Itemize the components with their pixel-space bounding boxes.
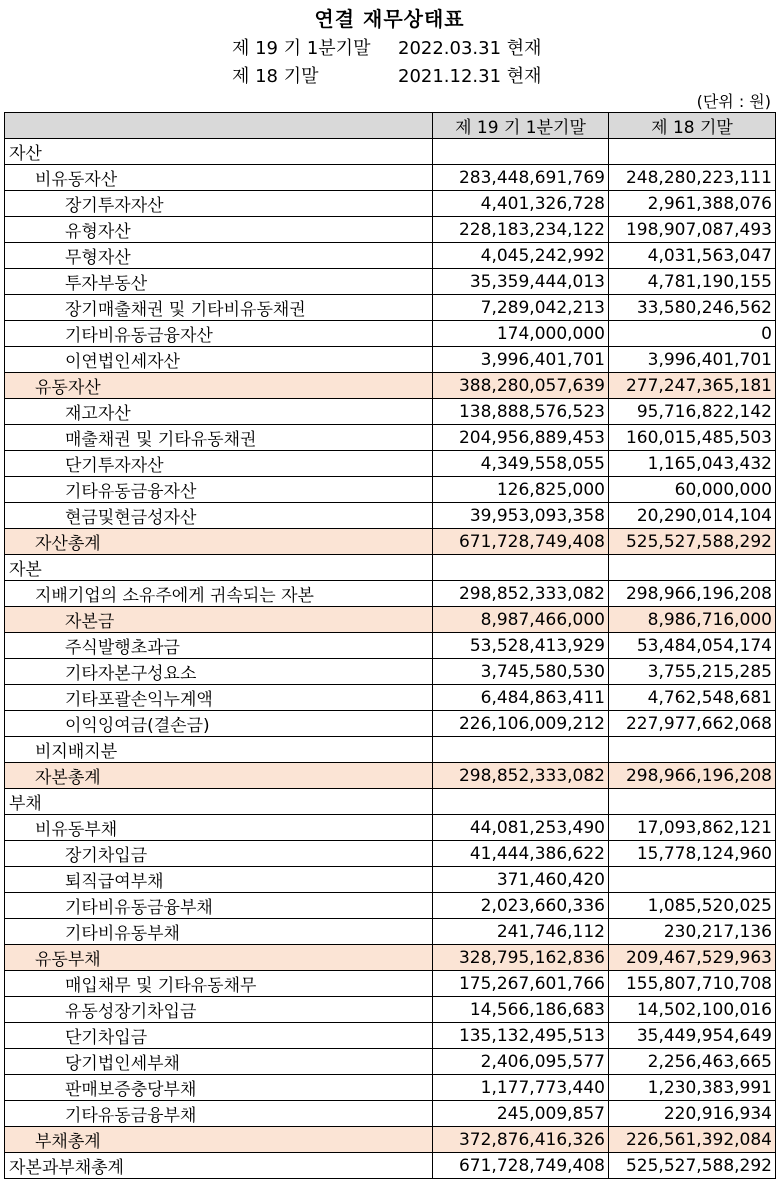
prior-period-amount: 298,966,196,208 [609,763,776,789]
current-period-amount [433,789,609,815]
current-period-amount [433,737,609,763]
prior-period-amount: 248,280,223,111 [609,165,776,191]
prior-period-amount: 198,907,087,493 [609,217,776,243]
prior-period-amount: 0 [609,321,776,347]
account-name: 유동성장기차입금 [5,997,433,1023]
prior-period-amount: 226,561,392,084 [609,1127,776,1153]
current-period-amount: 371,460,420 [433,867,609,893]
prior-period-amount: 220,916,934 [609,1101,776,1127]
current-period-amount: 8,987,466,000 [433,607,609,633]
current-period-amount: 283,448,691,769 [433,165,609,191]
prior-period-amount [609,737,776,763]
account-name: 무형자산 [5,243,433,269]
prior-period-amount: 15,778,124,960 [609,841,776,867]
prior-period-amount: 3,755,215,285 [609,659,776,685]
table-row [5,711,776,737]
current-period-amount: 175,267,601,766 [433,971,609,997]
account-name: 자산 [5,139,433,165]
table-row [5,165,776,191]
account-name: 기타비유동금융부채 [5,893,433,919]
table-row [5,971,776,997]
prior-period-amount [609,789,776,815]
prior-period-amount: 277,247,365,181 [609,373,776,399]
table-body [5,139,776,1179]
prior-period-amount [609,867,776,893]
prior-period-label: 제 18 기말 [232,66,319,87]
current-period-amount: 4,349,558,055 [433,451,609,477]
statement-header [0,0,779,112]
prior-period-amount: 4,031,563,047 [609,243,776,269]
current-period-amount: 241,746,112 [433,919,609,945]
table-row [5,425,776,451]
prior-period-amount: 4,781,190,155 [609,269,776,295]
current-period-amount: 4,401,326,728 [433,191,609,217]
current-period-amount: 6,484,863,411 [433,685,609,711]
account-name: 기타포괄손익누계액 [5,685,433,711]
table-row [5,945,776,971]
account-name: 비유동부채 [5,815,433,841]
column-header-account [5,113,433,139]
prior-period-amount: 8,986,716,000 [609,607,776,633]
table-row [5,1049,776,1075]
account-name: 유형자산 [5,217,433,243]
account-name: 매입채무 및 기타유동채무 [5,971,433,997]
current-period-amount: 1,177,773,440 [433,1075,609,1101]
prior-period-amount: 1,085,520,025 [609,893,776,919]
prior-period-amount: 17,093,862,121 [609,815,776,841]
table-row [5,321,776,347]
account-name: 자본금 [5,607,433,633]
prior-period-amount: 95,716,822,142 [609,399,776,425]
current-period-amount: 44,081,253,490 [433,815,609,841]
account-name: 단기차입금 [5,1023,433,1049]
table-row [5,373,776,399]
table-row [5,763,776,789]
account-name: 유동자산 [5,373,433,399]
current-period-amount: 671,728,749,408 [433,529,609,555]
prior-period-amount: 230,217,136 [609,919,776,945]
current-period-amount: 3,745,580,530 [433,659,609,685]
table-row [5,217,776,243]
account-name: 유동부채 [5,945,433,971]
current-period-amount: 328,795,162,836 [433,945,609,971]
current-period-amount: 2,406,095,577 [433,1049,609,1075]
balance-sheet-table [4,112,776,1179]
table-row [5,451,776,477]
table-header-row [5,113,776,139]
prior-period-amount: 33,580,246,562 [609,295,776,321]
account-name: 지배기업의 소유주에게 귀속되는 자본 [5,581,433,607]
current-period-date: 2022.03.31 현재 [398,38,542,59]
current-period-line [232,34,542,60]
account-name: 부채 [5,789,433,815]
current-period-amount: 388,280,057,639 [433,373,609,399]
prior-period-amount: 1,165,043,432 [609,451,776,477]
current-period-amount: 245,009,857 [433,1101,609,1127]
current-period-amount [433,555,609,581]
prior-period-line [232,62,542,88]
table-row [5,191,776,217]
account-name: 장기차입금 [5,841,433,867]
current-period-amount: 174,000,000 [433,321,609,347]
account-name: 퇴직급여부채 [5,867,433,893]
prior-period-amount: 227,977,662,068 [609,711,776,737]
current-period-amount: 298,852,333,082 [433,581,609,607]
prior-period-amount: 20,290,014,104 [609,503,776,529]
table-row [5,789,776,815]
prior-period-amount: 209,467,529,963 [609,945,776,971]
current-period-amount: 138,888,576,523 [433,399,609,425]
current-period-amount: 126,825,000 [433,477,609,503]
prior-period-amount: 2,961,388,076 [609,191,776,217]
prior-period-amount [609,139,776,165]
table-row [5,1101,776,1127]
table-row [5,867,776,893]
table-row [5,581,776,607]
table-row [5,997,776,1023]
table-row [5,1075,776,1101]
table-row [5,477,776,503]
current-period-amount [433,139,609,165]
account-name: 기타유동금융부채 [5,1101,433,1127]
current-period-amount: 2,023,660,336 [433,893,609,919]
table-row [5,555,776,581]
account-name: 장기투자자산 [5,191,433,217]
prior-period-amount: 1,230,383,991 [609,1075,776,1101]
current-period-amount: 7,289,042,213 [433,295,609,321]
prior-period-amount: 53,484,054,174 [609,633,776,659]
prior-period-amount: 2,256,463,665 [609,1049,776,1075]
current-period-amount: 41,444,386,622 [433,841,609,867]
account-name: 당기법인세부채 [5,1049,433,1075]
table-row [5,295,776,321]
column-header-prior: 제 18 기말 [609,113,776,139]
table-row [5,243,776,269]
account-name: 단기투자자산 [5,451,433,477]
account-name: 이익잉여금(결손금) [5,711,433,737]
account-name: 자본총계 [5,763,433,789]
table-row [5,1023,776,1049]
table-row [5,659,776,685]
table-row [5,633,776,659]
account-name: 부채총계 [5,1127,433,1153]
account-name: 기타비유동금융자산 [5,321,433,347]
prior-period-amount: 155,807,710,708 [609,971,776,997]
current-period-amount: 298,852,333,082 [433,763,609,789]
account-name: 장기매출채권 및 기타비유동채권 [5,295,433,321]
account-name: 매출채권 및 기타유동채권 [5,425,433,451]
table-row [5,737,776,763]
account-name: 판매보증충당부채 [5,1075,433,1101]
account-name: 비유동자산 [5,165,433,191]
account-name: 자본 [5,555,433,581]
table-row [5,269,776,295]
statement-title: 연결 재무상태표 [314,7,465,31]
current-period-amount: 204,956,889,453 [433,425,609,451]
column-header-current: 제 19 기 1분기말 [433,113,609,139]
account-name: 주식발행초과금 [5,633,433,659]
current-period-amount: 228,183,234,122 [433,217,609,243]
unit-label: (단위 : 원) [696,92,771,111]
account-name: 자본과부채총계 [5,1153,433,1179]
table-row [5,1127,776,1153]
account-name: 기타자본구성요소 [5,659,433,685]
table-row [5,503,776,529]
current-period-amount: 226,106,009,212 [433,711,609,737]
prior-period-amount: 35,449,954,649 [609,1023,776,1049]
current-period-amount: 671,728,749,408 [433,1153,609,1179]
prior-period-amount: 60,000,000 [609,477,776,503]
prior-period-amount: 14,502,100,016 [609,997,776,1023]
current-period-amount: 135,132,495,513 [433,1023,609,1049]
current-period-amount: 53,528,413,929 [433,633,609,659]
prior-period-amount: 525,527,588,292 [609,1153,776,1179]
current-period-label: 제 19 기 1분기말 [232,38,371,59]
table-row [5,815,776,841]
prior-period-amount: 160,015,485,503 [609,425,776,451]
table-row [5,607,776,633]
table-row [5,1153,776,1179]
account-name: 비지배지분 [5,737,433,763]
account-name: 기타유동금융자산 [5,477,433,503]
account-name: 이연법인세자산 [5,347,433,373]
table-row [5,685,776,711]
current-period-amount: 39,953,093,358 [433,503,609,529]
prior-period-amount: 4,762,548,681 [609,685,776,711]
current-period-amount: 372,876,416,326 [433,1127,609,1153]
current-period-amount: 35,359,444,013 [433,269,609,295]
prior-period-date: 2021.12.31 현재 [398,66,542,87]
prior-period-amount: 525,527,588,292 [609,529,776,555]
current-period-amount: 4,045,242,992 [433,243,609,269]
table-row [5,139,776,165]
account-name: 투자부동산 [5,269,433,295]
current-period-amount: 3,996,401,701 [433,347,609,373]
prior-period-amount [609,555,776,581]
table-row [5,893,776,919]
account-name: 자산총계 [5,529,433,555]
prior-period-amount: 3,996,401,701 [609,347,776,373]
table-row [5,399,776,425]
current-period-amount: 14,566,186,683 [433,997,609,1023]
account-name: 현금및현금성자산 [5,503,433,529]
account-name: 기타비유동부채 [5,919,433,945]
table-row [5,841,776,867]
table-row [5,529,776,555]
prior-period-amount: 298,966,196,208 [609,581,776,607]
table-row [5,919,776,945]
table-row [5,347,776,373]
account-name: 재고자산 [5,399,433,425]
